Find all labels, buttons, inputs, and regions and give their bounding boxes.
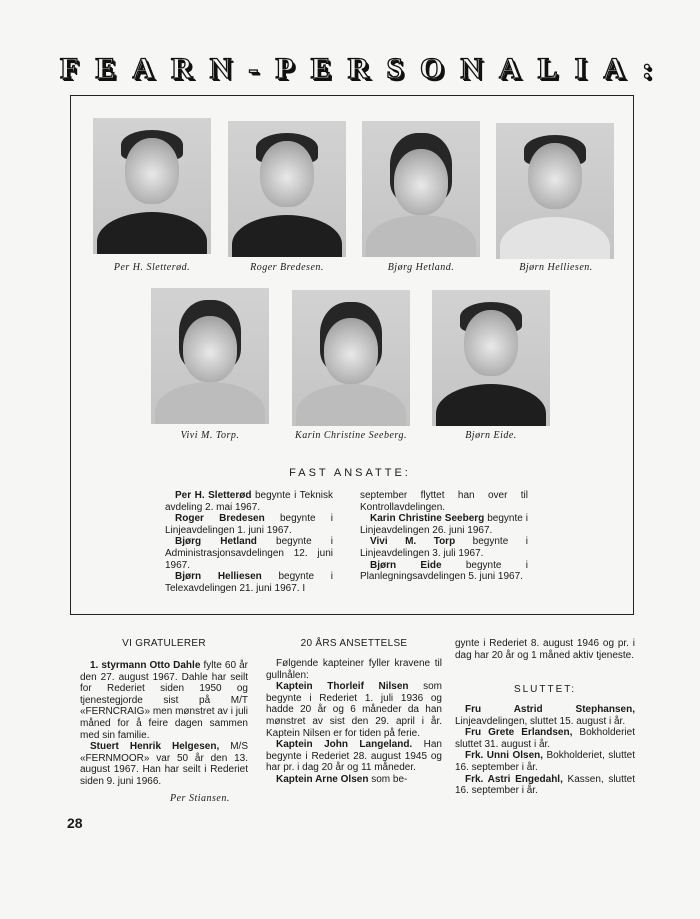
signature: Per Stiansen. [170,793,230,804]
photo-caption: Per H. Sletterød. [113,262,191,273]
employee-text: begynte i Administrasjonsavdelingen 12. juni 1967. [165,536,333,571]
photo-portrait [496,123,614,259]
paragraph-text: M/S «FERNMOOR» var 50 år den 13. august 1967. Han har seilt i Rederiet siden 9. juni 1966. [80,741,248,787]
person-name: Fru Astrid Stephansen, [465,704,635,715]
paragraph-text: som be- [368,773,408,785]
employee-name: Bjørn Helliesen [175,571,262,583]
employee-name: Karin Christine Seeberg [370,513,485,525]
photo-portrait [292,290,410,426]
employee-name: Bjørn Eide [370,559,442,571]
employee-name: Per H. Sletterød [175,490,252,501]
photo-caption: Roger Bredesen. [250,262,324,273]
person-name: Fru Grete Erlandsen, [465,727,573,739]
employee-text: begynte i Linjeavdelingen 1. juni 1967. [165,513,333,536]
person-name: Frk. Unni Olsen, [465,750,544,762]
fast-ansatte-right [360,490,528,583]
fast-ansatte-left [165,490,333,594]
paragraph-text: Linjeavdelingen, sluttet 15. august i år. [455,715,626,727]
paragraph-text: som begynte i Rederiet 1. juli 1936 og hadde 20 år og 6 måneder da han mønstret av sist den 29. april i år. Kaptein Nilsen er for tiden på ferie. [266,681,443,739]
photo-caption: Bjørg Hetland. [387,262,455,273]
employee-text: begynte i Telexavdelingen 21. juni 1967. I [165,571,333,594]
continuation-text: september flyttet han over til Kontrollavdelingen. [360,490,528,513]
photo-caption: Bjørn Helliesen. [519,262,593,273]
page-title: FEARN-PERSONALIA: [60,52,670,85]
photo-caption: Karin Christine Seeberg. [295,430,407,441]
employee-text: begynte i Teknisk avdeling 2. mai 1967. [165,490,333,513]
photo-portrait [93,118,211,254]
employee-text: begynte i Linjeavdelingen 3. juli 1967. [360,536,528,559]
employee-name: Bjørg Hetland [175,536,257,548]
person-name: Frk. Astri Engedahl, [465,773,563,785]
employee-text: begynte i Planlegningsavdelingen 5. juni 1967. [360,559,528,583]
person-name: Kaptein Thorleif Nilsen [276,681,409,693]
employee-name: Roger Bredesen [175,513,265,525]
photo-portrait [228,121,346,257]
gratulerer-heading: VI GRATULERER [122,638,206,649]
sluttet-column [455,638,635,661]
paragraph-text: Han begynte i Rederiet 28. august 1945 og har pr. i dag 20 år og 11 måneder. [266,739,442,774]
ansettelse-text [266,658,442,786]
fast-ansatte-heading: FAST ANSATTE: [289,467,411,479]
gratulerer-text [80,660,248,788]
paragraph-text: fylte 60 år den 27. august 1967. Dahle har seilt for Rederiet siden 1950 og tjenestegjorde sist på M/T «FERNCRAIG» men mønstret av i juli måned for å feire dagen sammen med sin familie. [80,660,248,741]
person-name: Kaptein Arne Olsen [276,773,369,785]
person-name: 1. styrmann Otto Dahle [90,660,201,671]
paragraph-text: Bokholderiet sluttet 31. august i år. [455,727,635,750]
paragraph-text: Følgende kapteiner fyller kravene til gullnålen: [266,658,442,681]
employee-name: Vivi M. Torp [370,536,456,548]
person-name: Stuert Henrik Helgesen, [90,741,220,753]
page-number: 28 [67,815,83,831]
ansettelse-heading: 20 ÅRS ANSETTELSE [300,638,408,649]
photo-portrait [151,288,269,424]
paragraph-text: Bokholderiet, sluttet 16. september i år. [455,750,635,773]
sluttet-heading: SLUTTET: [513,684,577,695]
continuation-text: gynte i Rederiet 8. august 1946 og pr. i dag har 20 år og 1 måned aktiv tjeneste. [455,638,635,661]
photo-caption: Vivi M. Torp. [180,430,240,441]
photo-portrait [432,290,550,426]
photo-portrait [362,121,480,257]
sluttet-list [455,704,635,797]
photo-caption: Bjørn Eide. [465,430,517,441]
employee-text: begynte i Linjeavdelingen 26. juni 1967. [360,513,528,536]
person-name: Kaptein John Langeland. [276,739,413,751]
paragraph-text: Kassen, sluttet 16. september i år. [455,773,635,797]
